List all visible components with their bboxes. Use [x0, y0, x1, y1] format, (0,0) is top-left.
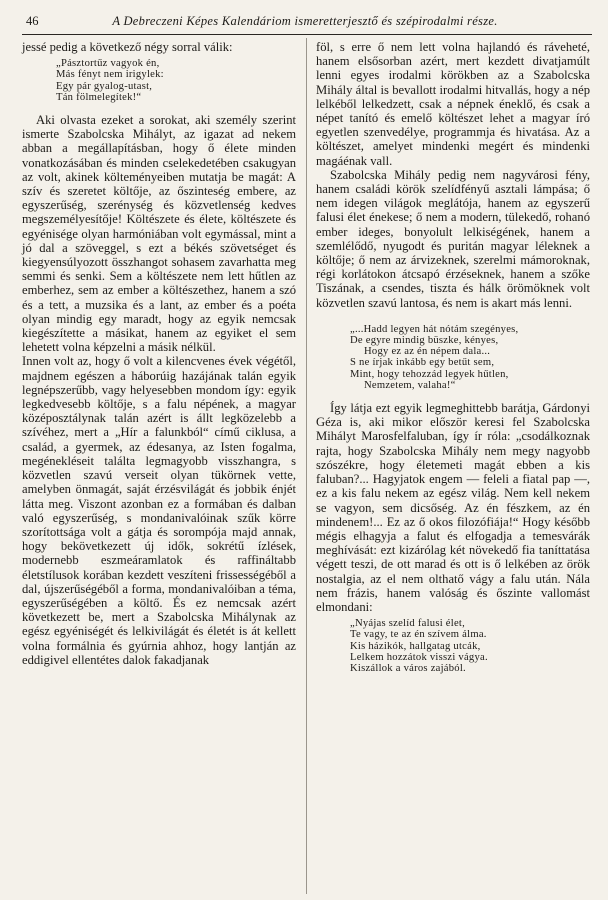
verse-line: S ne írjak inkább egy betűt sem, — [350, 357, 495, 369]
verse-line: Nemzetem, valaha!“ — [364, 379, 456, 391]
verse-block-2 — [350, 324, 590, 391]
paragraph: Innen volt az, hogy ő volt a kilencvenes évek végétől, majdnem egészen a háborúig hazájának talán egyik legnépszerűbb, vagy helyesebben mondom így: egyik legkedvesebb költője, s a falu népének, a magyar középosztálynak talán azért is állt legközelebb a szívéhez, mert a „Hír a falunkból“ című ciklusa, a család, a gyermek, az édesanya, az Isten fogalma, megénekléseit találta legmagyobb visszhangra, s közvetlen szavú verseit olyan tükörnek vette, amelyben önmagát, saját érzésvilágát és jobbik énjét látta meg. Viszont azonban ez a formában és dalban való egyszerűség, s mondanivalóinak szűk körre szorítottsága volt a gátja és sorompója majd annak, hogy bekövetkezett új idők, sokrétű ízlések, modernebb eszmeáramlatok és raffináltabb életstílusok korában kezdett veszíteni frissességéből a dal, újszerűségéből a forma, mondanivalóiban a téma, egyszerűségében a költő. És ez nemcsak azért következett be, mert a Szabolcska Mihálynak az egész egyéniségét és lelkivilágát és életét is át kellett volna formálnia és gyúrnia ahhoz, hogy lantján az eddigivel ellentétes dalok fakadjanak — [22, 354, 296, 667]
verse-block-3 — [350, 618, 590, 674]
column-divider — [306, 38, 307, 894]
page-number: 46 — [26, 14, 39, 28]
header-rule — [22, 34, 592, 35]
paragraph: Így látja ezt egyik legmeghittebb barátja, Gárdonyi Géza is, aki mikor először keresi fel Szabolcska Mihályt Marosfelfaluban, így ír róla: „csodálkoznak rajta, hogy Szabolcska Mihály nem megy nagyobb szószékre, hogy életemeti magát ebben a kis faluban?... Hagyjatok engem — feleli a fiatal pap —, ez a kis falu nekem az egész világ. Nem kell nekem se vagyon, sem dicsőség. Az én fészkem, az én mindenem!... Ez az ő okos filozófiája!“ Hogy később mégis elhagyja a falut és elfogadja a temesvárák meghívását: ezt kizárólag két növekedő fia taníttatása végett teszi, de ott marad és ott is ő lelkében az örök nostalgia, az el nem olthatő vágy a falu után. Nála nem frázis, hanem valóság és őszinte vallomást elmondani: — [316, 401, 590, 614]
paragraph: Szabolcska Mihály pedig nem nagyvárosi fény, hanem családi körök szelídfényű asztali lámpása; ő nem idegen világok meglátója, hanem az egyszerű falusi élet énekese; ő nem a modern, tülekedő, rohanó ember ideges, bonyolult lelkiségének, hanem a szemlélődő, nyugodt és puritán magyar léleknek a költője; ő nem az árvizeknek, szerelmi mámoroknak, régi korlátokon átcsapó érzéseknek, hanem a szőke Tiszának, a csendes, tiszta és hálk örömöknek volt közvetlen szavú lantosa, és nem is akart más lenni. — [316, 167, 590, 310]
right-column — [316, 40, 590, 684]
verse-line: „Pásztortűz vagyok én, — [56, 58, 160, 70]
verse-line: Hogy ez az én népem dala... — [364, 346, 491, 358]
verse-block-1 — [56, 58, 296, 103]
verse-line: Kiszállok a város zajából. — [350, 662, 466, 674]
verse-line: „...Hadd legyen hát nótám szegényes, — [350, 323, 519, 335]
verse-line: Kis házikók, hallgatag utcák, — [350, 640, 481, 652]
page-header — [22, 12, 588, 32]
verse-line: Mint, hogy tehozzád legyek hűtlen, — [350, 368, 509, 380]
running-title: A Debreczeni Képes Kalendáriom ismeretterjesztő és szépirodalmi része. — [112, 14, 498, 28]
verse-line: Tán fölmelegítek!“ — [56, 91, 142, 103]
verse-line: Lelkem hozzátok visszi vágya. — [350, 651, 488, 663]
verse-line: Te vagy, te az én szívem álma. — [350, 629, 487, 641]
intro-text: jessé pedig a következő négy sorral válik: — [22, 40, 233, 54]
paragraph: Aki olvasta ezeket a sorokat, aki személy szerint ismerte Szabolcska Mihályt, az igazat ad nekem abban a megállapításban, hogy ő élete minden vonatkozásában és minden cselekedetében csakugyan az volt, akinek költeményeiben mutatja be magát: A szív és szeretet költője, az őszinteség embere, az egyszerűség, szerénység és közvetlenség kedves megszemélyesítője! Költészete és élete, költészete és egyénisége olyan harmóniában volt egymással, mint a jó dal a szöveggel, s ezt a békés szövetséget és kiegyensúlyozott összhangot sohasem zavarhatta meg semmi és senki. Sem a költészete nem lett hűtlen az emberhez, sem az ember a költészethez, hanem a szó és a tett, a muzsika és a lant, az ember és a poéta olyan mindig egy maradt, hogy az egyik nemcsak kiegészítette a másikat, hanem az egyiket el sem lehetett volna képzelni a másik nélkül. — [22, 113, 296, 355]
paragraph: föl, s erre ő nem lett volna hajlandó és ráveheté, hanem elsősorban azért, mert kezdett divatjamúlt lenni egyes irodalmi körökben az a Szabolcska Mihály által is bevallott irodalmi hitvallás, hogy a nép lelkéből lelkedzett, csak a népnek éneklő, és csak a népet tanító és emelő költészet lehet a magyar író egyetlen szenvedélye, programmja és hivatása. Az a költészet, amelyet mindenki megért és mindenki magáénak vall. — [316, 40, 590, 168]
verse-line: De egyre mindig büszke, kényes, — [350, 335, 499, 347]
left-column — [22, 40, 296, 667]
verse-line: „Nyájas szelíd falusi élet, — [350, 618, 465, 630]
verse-line: Egy pár gyalog-utast, — [56, 80, 153, 92]
verse-line: Más fényt nem irigylek: — [56, 69, 164, 81]
